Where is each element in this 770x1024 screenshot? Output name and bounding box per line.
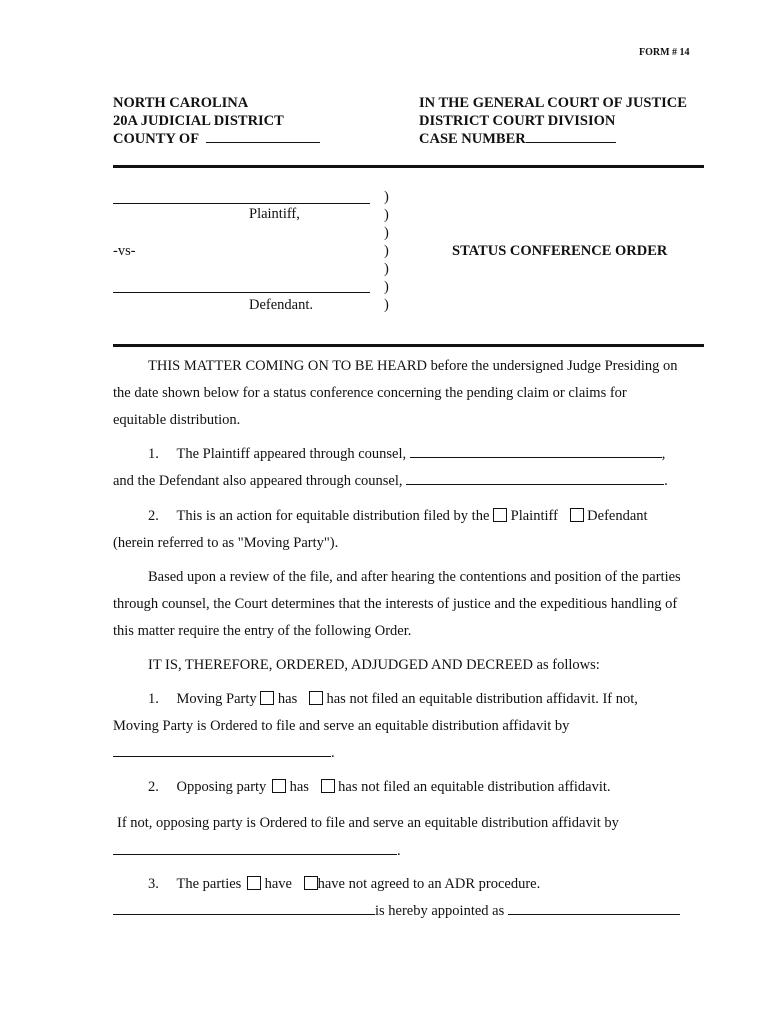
have-label: have	[264, 876, 292, 892]
parties-have-checkbox[interactable]	[247, 876, 261, 890]
opposing-party-label: Opposing party	[176, 779, 267, 795]
paragraph-1	[148, 445, 665, 463]
county-label: COUNTY OF	[113, 131, 199, 147]
parties-label: The parties	[176, 876, 242, 892]
case-number-field[interactable]	[526, 130, 616, 143]
filed-by-text: This is an action for equitable distribution filed by the	[176, 508, 490, 524]
header-divider	[113, 165, 704, 168]
defendant-label: Defendant.	[249, 297, 314, 313]
review-line: Based upon a review of the file, and after hearing the contentions and position of the parties	[148, 569, 681, 585]
order-item-1-line-3	[113, 744, 335, 762]
order-item-2	[148, 778, 611, 796]
review-line: this matter require the entry of the following Order.	[113, 623, 412, 639]
order-item-3	[148, 875, 540, 893]
case-number-label: CASE NUMBER	[419, 131, 526, 147]
has-label: has	[289, 779, 309, 795]
plaintiff-counsel-field[interactable]	[410, 445, 662, 458]
punctuation: .	[664, 473, 668, 489]
opposing-party-deadline-field[interactable]	[113, 842, 397, 855]
header-court: IN THE GENERAL COURT OF JUSTICE	[419, 95, 687, 111]
form-number: FORM # 14	[639, 47, 690, 58]
opposing-party-has-not-checkbox[interactable]	[321, 779, 335, 793]
moving-party-has-not-checkbox[interactable]	[309, 691, 323, 705]
order-item-1-line-2: Moving Party is Ordered to file and serve an equitable distribution affidavit by	[113, 718, 570, 734]
has-not-label: has not filed an equitable distribution affidavit.	[338, 779, 611, 795]
punctuation: ,	[661, 446, 666, 462]
plaintiff-checkbox[interactable]	[493, 508, 507, 522]
appointee-role-field[interactable]	[508, 902, 680, 915]
paragraph-number: 1.	[148, 446, 159, 462]
caption-paren: )	[384, 207, 389, 223]
plaintiff-counsel-text: The Plaintiff appeared through counsel,	[176, 446, 407, 462]
order-item-2-line-2: If not, opposing party is Ordered to file and serve an equitable distribution affidavit by	[117, 815, 619, 831]
paragraph-number: 1.	[148, 691, 159, 707]
caption-paren: )	[384, 297, 389, 313]
order-item-2-line-3	[113, 842, 401, 860]
county-field[interactable]	[206, 130, 320, 143]
caption-paren: )	[384, 261, 389, 277]
intro-line: the date shown below for a status conference concerning the pending claim or claims for	[113, 385, 627, 401]
have-not-label: have not agreed to an ADR procedure.	[317, 876, 541, 892]
has-label: has	[277, 691, 298, 707]
order-item-1	[148, 690, 638, 708]
header-case	[419, 130, 616, 148]
opposing-party-has-checkbox[interactable]	[272, 779, 286, 793]
defendant-counsel-text: and the Defendant also appeared through counsel,	[113, 473, 403, 489]
parties-have-not-checkbox[interactable]	[304, 876, 318, 890]
ordered-heading: IT IS, THEREFORE, ORDERED, ADJUDGED AND DECREED as follows:	[148, 657, 600, 673]
header-county	[113, 130, 320, 148]
defendant-checkbox[interactable]	[570, 508, 584, 522]
paragraph-number: 2.	[148, 779, 159, 795]
plaintiff-option-label: Plaintiff	[510, 508, 558, 524]
vs-label: -vs-	[113, 243, 136, 259]
review-line: through counsel, the Court determines that the interests of justice and the expeditious handling of	[113, 596, 678, 612]
paragraph-1-line-2	[113, 472, 668, 490]
punctuation: .	[331, 745, 335, 761]
defendant-option-label: Defendant	[587, 508, 648, 524]
moving-party-label: Moving Party	[176, 691, 257, 707]
defendant-name-line[interactable]	[113, 292, 370, 293]
plaintiff-name-line[interactable]	[113, 203, 370, 204]
order-item-3-line-2	[113, 902, 680, 920]
header-state: NORTH CAROLINA	[113, 95, 249, 111]
appointed-text: is hereby appointed as	[375, 903, 505, 919]
has-not-label: has not filed an equitable distribution affidavit. If not,	[326, 691, 638, 707]
plaintiff-label: Plaintiff,	[249, 206, 300, 222]
caption-paren: )	[384, 279, 389, 295]
appointee-name-field[interactable]	[113, 902, 375, 915]
moving-party-definition: (herein referred to as "Moving Party").	[113, 535, 339, 551]
header-district: 20A JUDICIAL DISTRICT	[113, 113, 284, 129]
intro-line: THIS MATTER COMING ON TO BE HEARD before the undersigned Judge Presiding on	[148, 358, 678, 374]
order-title: STATUS CONFERENCE ORDER	[452, 243, 668, 259]
caption-paren: )	[384, 225, 389, 241]
punctuation: .	[397, 843, 401, 859]
caption-divider	[113, 344, 704, 347]
header-division: DISTRICT COURT DIVISION	[419, 113, 616, 129]
defendant-counsel-field[interactable]	[406, 472, 664, 485]
intro-line: equitable distribution.	[113, 412, 241, 428]
moving-party-deadline-field[interactable]	[113, 744, 331, 757]
caption-paren: )	[384, 189, 389, 205]
paragraph-number: 3.	[148, 876, 159, 892]
caption-paren: )	[384, 243, 389, 259]
moving-party-has-checkbox[interactable]	[260, 691, 274, 705]
paragraph-number: 2.	[148, 508, 159, 524]
paragraph-2	[148, 507, 648, 525]
